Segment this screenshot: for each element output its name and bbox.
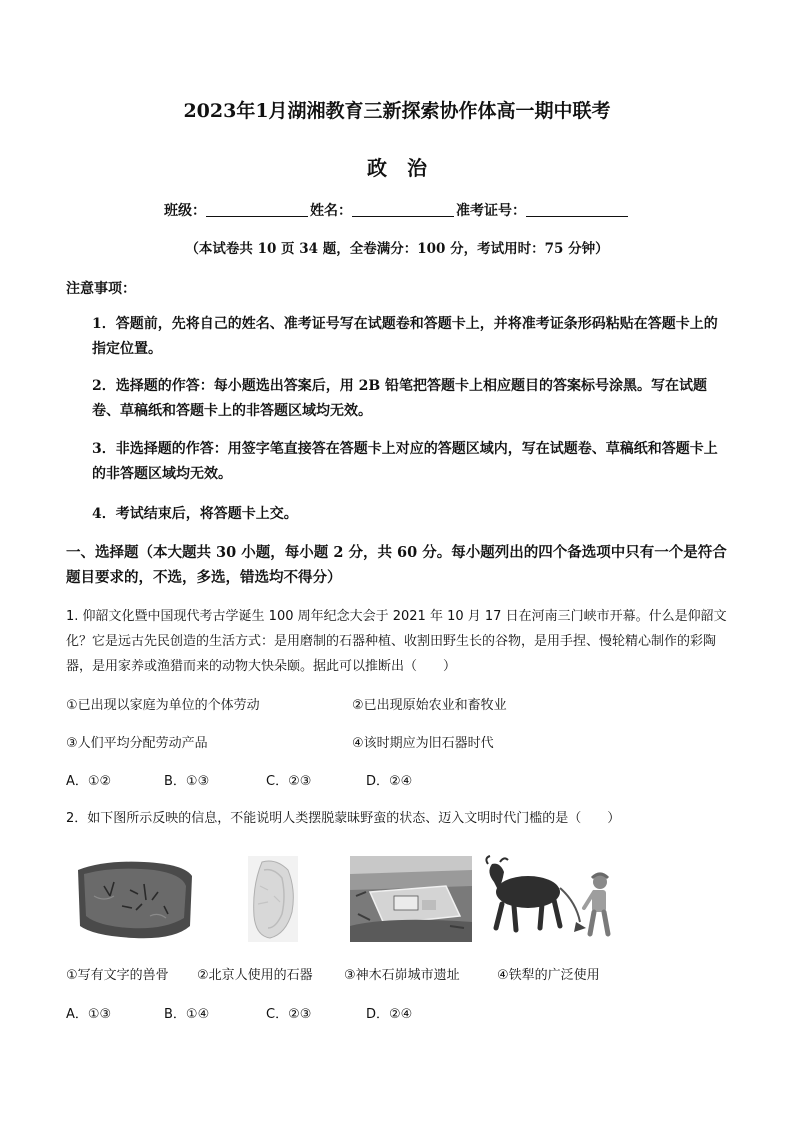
- q2-choice-c: C．②③: [266, 1007, 312, 1022]
- subject-title: 政治: [367, 156, 447, 180]
- iron-plough-image: [480, 852, 618, 944]
- stone-tool-image: [248, 856, 298, 942]
- q1-choice-a: A．①②: [66, 774, 112, 789]
- q1-choice-d: D．②④: [366, 774, 413, 789]
- q2-caption-4: ④铁犁的广泛使用: [497, 968, 600, 983]
- q1-item-2: ②已出现原始农业和畜牧业: [352, 698, 507, 713]
- q2-choice-a: A．①③: [66, 1007, 112, 1022]
- q2-choice-d: D．②④: [366, 1007, 413, 1022]
- name-label: 姓名：: [310, 203, 352, 219]
- q1-choice-b: B．①③: [164, 774, 210, 789]
- class-blank: [206, 200, 308, 217]
- q1-item-3: ③人们平均分配劳动产品: [66, 736, 208, 751]
- student-info-row: [0, 200, 794, 220]
- notice-item: 4．考试结束后，将答题卡上交。: [92, 506, 298, 522]
- q2-choice-b: B．①④: [164, 1007, 210, 1022]
- notice-heading: 注意事项：: [66, 281, 136, 297]
- q2-caption-2: ②北京人使用的石器: [197, 968, 313, 983]
- ticket-label: 准考证号：: [456, 203, 526, 219]
- exam-title: 2023年1月湖湘教育三新探索协作体高一期中联考: [183, 100, 611, 122]
- q2-caption-1: ①写有文字的兽骨: [66, 968, 169, 983]
- question-2-stem: 2．如下图所示反映的信息，不能说明人类摆脱蒙昧野蛮的状态、迈入文明时代门槛的是（ ）: [66, 811, 621, 826]
- section-heading: 一、选择题（本大题共 30 小题，每小题 2 分，共 60 分。每小题列出的四个备选项中只有一个是符合题目要求的，不选，多选，错选均不得分）: [66, 544, 727, 586]
- city-ruins-image: [350, 856, 472, 942]
- q1-item-4: ④该时期应为旧石器时代: [352, 736, 494, 751]
- notice-item: 3．非选择题的作答：用签字笔直接答在答题卡上对应的答题区域内，写在试题卷、草稿纸和答题卡上的非答题区域均无效。: [92, 441, 718, 482]
- notice-item: 1．答题前，先将自己的姓名、准考证号写在试题卷和答题卡上，并将准考证条形码粘贴在答题卡上的指定位置。: [92, 316, 718, 357]
- ticket-blank: [526, 200, 628, 217]
- notice-item: 2．选择题的作答：每小题选出答案后，用 2B 铅笔把答题卡上相应题目的答案标号涂黑。写在试题卷、草稿纸和答题卡上的非答题区域均无效。: [92, 378, 708, 419]
- exam-note: （本试卷共 10 页 34 题，全卷满分：100 分，考试用时：75 分钟）: [185, 241, 609, 257]
- oracle-bone-image: [74, 856, 196, 942]
- q2-caption-3: ③神木石峁城市遗址: [344, 968, 460, 983]
- q1-choice-c: C．②③: [266, 774, 312, 789]
- class-label: 班级：: [164, 203, 206, 219]
- question-1-stem: 1. 仰韶文化暨中国现代考古学诞生 100 周年纪念大会于 2021 年 10 月 17 日在河南三门峡市开幕。什么是仰韶文化？它是远古先民创造的生活方式：是用磨制的石器种植、收割田野生长的谷物，是用手捏、慢轮精心制作的彩陶器，是用家养或渔猎而来的动物大快朵颐。据此可以推断出（ ）: [66, 609, 727, 674]
- q1-item-1: ①已出现以家庭为单位的个体劳动: [66, 698, 260, 713]
- name-blank: [352, 200, 454, 217]
